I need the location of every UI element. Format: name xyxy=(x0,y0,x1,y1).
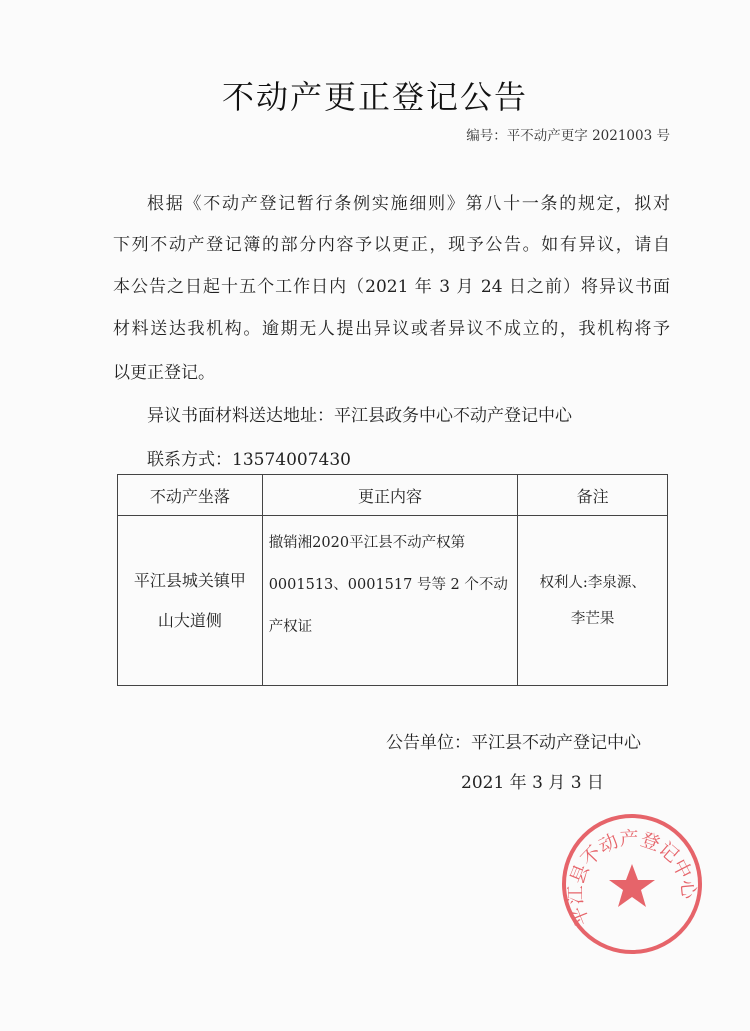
location-line: 平江县城关镇甲 xyxy=(133,570,246,590)
content-line: 0001513、0001517 号等 2 个不动 xyxy=(268,577,508,593)
star-icon xyxy=(609,864,655,907)
contact-line: 联系方式：13574007430 xyxy=(147,450,351,470)
issuing-unit: 公告单位：平江县不动产登记中心 xyxy=(386,733,641,753)
remark-line: 权利人:李泉源、 xyxy=(539,574,646,591)
body-line: 根据《不动产登记暂行条例实施细则》第八十一条的规定，拟对 xyxy=(147,194,670,214)
address-line: 异议书面材料送达地址：平江县政务中心不动产登记中心 xyxy=(147,406,572,426)
header-remark: 备注 xyxy=(518,475,668,516)
issue-date: 2021 年 3 月 3 日 xyxy=(461,773,604,793)
body-line: 材料送达我机构。逾期无人提出异议或者异议不成立的，我机构将予 xyxy=(113,319,670,339)
header-content: 更正内容 xyxy=(262,475,518,516)
remark-cell xyxy=(518,516,668,686)
table-row xyxy=(118,516,668,686)
content-line: 产权证 xyxy=(268,619,313,635)
content-line: 撤销湘2020平江县不动产权第 xyxy=(268,535,466,551)
svg-text:平江县不动产登记中心: 平江县不动产登记中心 xyxy=(564,827,700,929)
page-title: 不动产更正登记公告 xyxy=(221,78,528,116)
table-header-row xyxy=(118,475,668,516)
body-line: 本公告之日起十五个工作日内（2021 年 3 月 24 日之前）将异议书面 xyxy=(113,277,670,297)
content-cell xyxy=(262,516,518,686)
body-line: 以更正登记。 xyxy=(113,363,215,383)
body-line: 下列不动产登记簿的部分内容予以更正，现予公告。如有异议，请自 xyxy=(113,235,670,255)
remark-line: 李芒果 xyxy=(570,610,615,627)
document-number: 编号：平不动产更字 2021003 号 xyxy=(466,128,670,144)
location-cell xyxy=(118,516,263,686)
correction-table xyxy=(117,474,668,686)
location-line: 山大道侧 xyxy=(157,610,222,630)
official-seal-stamp xyxy=(560,812,704,956)
header-location: 不动产坐落 xyxy=(118,475,263,516)
